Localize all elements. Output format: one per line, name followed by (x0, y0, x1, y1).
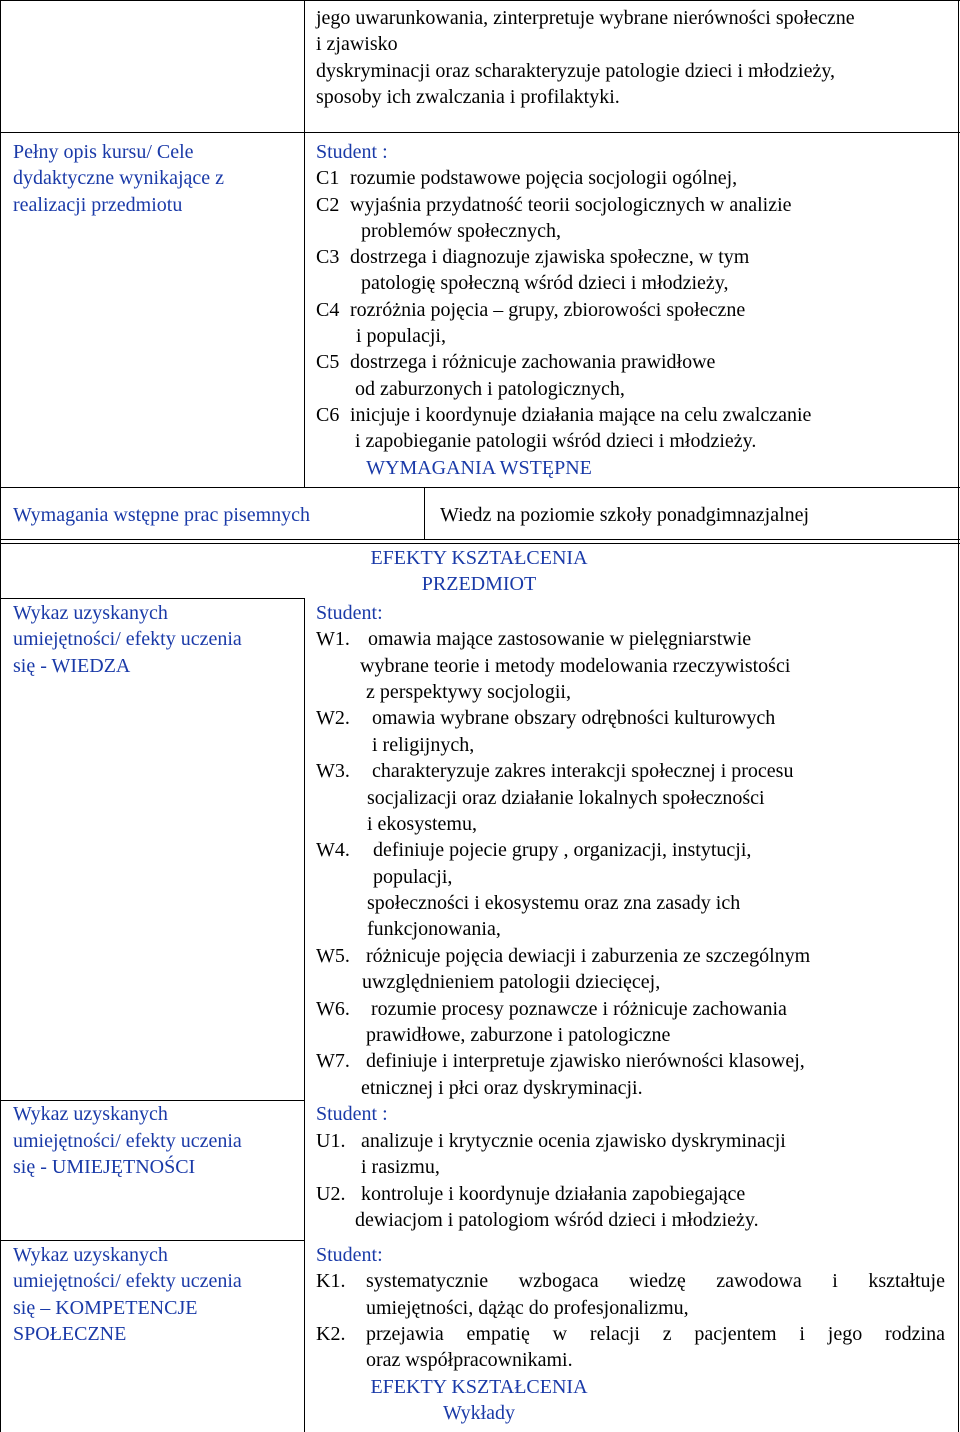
outcome-text: uwzględnieniem patologii dziecięcej, (362, 971, 661, 993)
outcome-text: dewiacjom i patologiom wśród dzieci i młodzieży. (355, 1209, 759, 1231)
competences-label: Wykaz uzyskanych (13, 1244, 168, 1266)
goal-code: C1 (316, 167, 340, 189)
top-text-line: dyskryminacji oraz scharakteryzuje patologie dzieci i młodzieży, (316, 60, 836, 82)
top-text-line: i zjawisko (316, 33, 398, 55)
outcome-text: kontroluje i koordynuje działania zapobiegające (361, 1183, 746, 1205)
goal-text: dostrzega i różnicuje zachowania prawidłowe (350, 351, 716, 373)
outcomes-heading: EFEKTY KSZTAŁCENIA (370, 1376, 588, 1398)
row-divider (0, 598, 304, 599)
outcome-text: systematycznie wzbogaca wiedzę zawodowa i kształtuje (366, 1270, 945, 1292)
outcome-text: prawidłowe, zaburzone i patologiczne (366, 1024, 671, 1046)
top-text-line: jego uwarunkowania, zinterpretuje wybrane nierówności społeczne (316, 7, 855, 29)
outcome-text: i ekosystemu, (367, 813, 477, 835)
goal-text: rozumie podstawowe pojęcia socjologii ogólnej, (350, 167, 738, 189)
goal-code: C2 (316, 194, 340, 216)
outcome-text: oraz współpracownikami. (366, 1349, 573, 1371)
knowledge-label: umiejętności/ efekty uczenia (13, 628, 242, 650)
outcome-text: różnicuje pojęcia dewiacji i zaburzenia ze szczególnym (366, 945, 811, 967)
goal-text: problemów społecznych, (361, 220, 561, 242)
row-divider (0, 543, 960, 544)
goal-code: C3 (316, 246, 340, 268)
border-top (0, 0, 960, 1)
goal-text: od zaburzonych i patologicznych, (355, 378, 625, 400)
outcome-text: omawia mające zastosowanie w pielęgniarstwie (368, 628, 752, 650)
goal-text: dostrzega i diagnozuje zjawiska społeczne, w tym (350, 246, 750, 268)
course-description-label: realizacji przedmiotu (13, 194, 183, 216)
goal-code: C5 (316, 351, 340, 373)
outcome-text: wybrane teorie i metody modelowania rzeczywistości (360, 655, 791, 677)
outcome-code: U1. (316, 1130, 346, 1152)
outcome-text: populacji, (373, 866, 453, 888)
outcome-code: U2. (316, 1183, 346, 1205)
goal-text: patologię społeczną wśród dzieci i młodzieży, (361, 272, 729, 294)
outcome-code: W7. (316, 1050, 350, 1072)
course-description-label: Pełny opis kursu/ Cele (13, 141, 194, 163)
outcome-code: K2. (316, 1323, 346, 1345)
goal-text: wyjaśnia przydatność teorii socjologicznych w analizie (350, 194, 792, 216)
outcome-code: W1. (316, 628, 350, 650)
outcome-text: funkcjonowania, (367, 918, 501, 940)
outcome-text: charakteryzuje zakres interakcji społecznej i procesu (372, 760, 794, 782)
course-description-label: dydaktyczne wynikające z (13, 167, 225, 189)
skills-label: umiejętności/ efekty uczenia (13, 1130, 242, 1152)
column-divider (304, 0, 305, 487)
row-divider (0, 1240, 304, 1241)
skills-label: Wykaz uzyskanych (13, 1103, 168, 1125)
competences-label: SPOŁECZNE (13, 1323, 127, 1345)
outcome-text: i religijnych, (372, 734, 475, 756)
outcome-text: z perspektywy socjologii, (366, 681, 571, 703)
outcome-code: W4. (316, 839, 350, 861)
row-divider (0, 487, 960, 488)
top-text-line: sposoby ich zwalczania i profilaktyki. (316, 86, 620, 108)
row-divider (0, 539, 960, 540)
border-left (0, 0, 1, 1432)
outcomes-subheading: PRZEDMIOT (421, 573, 537, 595)
section-heading: WYMAGANIA WSTĘPNE (366, 457, 592, 479)
competences-label: się – KOMPETENCJE (13, 1297, 198, 1319)
outcome-code: W3. (316, 760, 350, 782)
outcome-text: definiuje pojecie grupy , organizacji, instytucji, (373, 839, 752, 861)
outcome-text: przejawia empatię w relacji z pacjentem i jego rodzina (366, 1323, 945, 1345)
column-divider (424, 487, 425, 539)
lectures-heading: Wykłady (442, 1402, 516, 1424)
student-label: Student : (316, 141, 388, 163)
knowledge-label: Wykaz uzyskanych (13, 602, 168, 624)
outcome-text: analizuje i krytycznie ocenia zjawisko dyskryminacji (361, 1130, 786, 1152)
student-label: Student : (316, 1103, 388, 1125)
knowledge-label: się - WIEDZA (13, 655, 131, 677)
outcome-text: definiuje i interpretuje zjawisko nierówności klasowej, (366, 1050, 805, 1072)
outcome-text: społeczności i ekosystemu oraz zna zasady ich (367, 892, 741, 914)
outcomes-heading: EFEKTY KSZTAŁCENIA (370, 547, 588, 569)
goal-text: i populacji, (356, 325, 446, 347)
row-divider (0, 132, 960, 133)
outcome-text: socjalizacji oraz działanie lokalnych społeczności (367, 787, 765, 809)
competences-label: umiejętności/ efekty uczenia (13, 1270, 242, 1292)
outcome-text: i rasizmu, (361, 1156, 440, 1178)
outcome-code: W6. (316, 998, 350, 1020)
outcome-code: K1. (316, 1270, 346, 1292)
goal-code: C4 (316, 299, 340, 321)
skills-label: się - UMIEJĘTNOŚCI (13, 1156, 196, 1178)
outcome-text: umiejętności, dążąc do profesjonalizmu, (366, 1297, 689, 1319)
outcome-text: rozumie procesy poznawcze i różnicuje zachowania (371, 998, 787, 1020)
outcome-code: W2. (316, 707, 350, 729)
student-label: Student: (316, 1244, 383, 1266)
outcome-code: W5. (316, 945, 350, 967)
prerequisites-value: Wiedz na poziomie szkoły ponadgimnazjalnej (440, 504, 810, 526)
goal-text: inicjuje i koordynuje działania mające na celu zwalczanie (350, 404, 812, 426)
column-divider (304, 598, 305, 1432)
goal-code: C6 (316, 404, 340, 426)
prerequisites-label: Wymagania wstępne prac pisemnych (13, 504, 311, 526)
border-right (958, 0, 959, 1432)
goal-text: rozróżnia pojęcia – grupy, zbiorowości społeczne (350, 299, 746, 321)
outcome-text: etnicznej i płci oraz dyskryminacji. (361, 1077, 643, 1099)
student-label: Student: (316, 602, 383, 624)
goal-text: i zapobieganie patologii wśród dzieci i młodzieży. (355, 430, 757, 452)
outcome-text: omawia wybrane obszary odrębności kulturowych (372, 707, 776, 729)
